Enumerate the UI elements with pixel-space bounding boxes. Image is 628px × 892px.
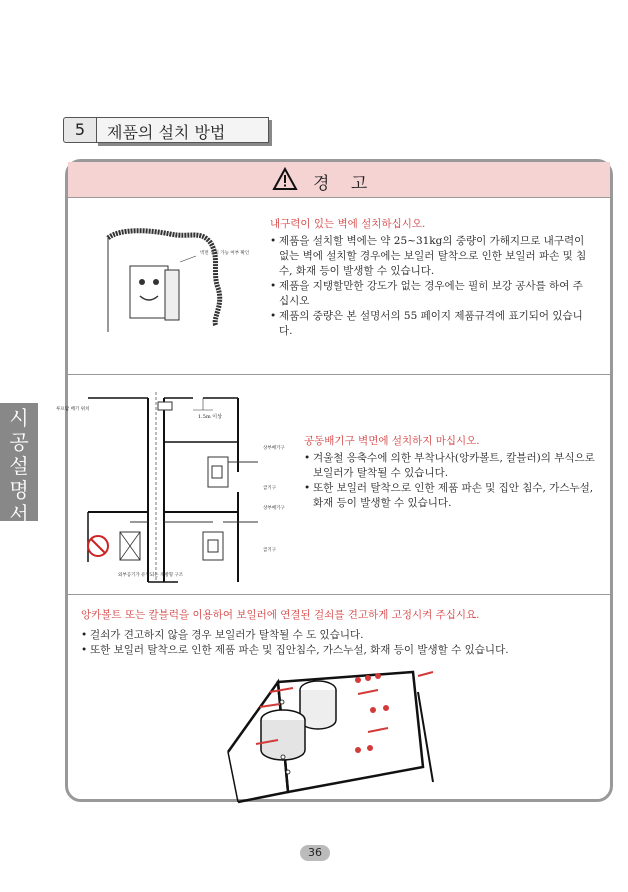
boiler-mount-illustration: [208, 662, 433, 802]
part2-list: [304, 451, 599, 511]
warning-box: [56, 159, 613, 802]
part1-text: [270, 217, 592, 339]
part2-text: [304, 434, 599, 511]
diagram-label-exhaust-1: 상부배기구: [263, 446, 285, 451]
page-number: 36: [300, 845, 330, 861]
part1-item: • 제품을 지탱할만한 강도가 없는 경우에는 필히 보강 공사를 하여 주십시오: [270, 279, 592, 309]
diagram-label-intake-1: 급기구: [263, 486, 277, 491]
warning-header: [68, 162, 610, 198]
diagram-label-top-left: 루프탑 배기 위치: [56, 407, 90, 412]
part3-item: • 또한 보일러 탈착으로 인한 제품 파손 및 집안침수, 가스누설, 화재 등이 발생할 수 있습니다.: [81, 643, 601, 658]
wall-illustration: [100, 222, 230, 332]
section-title: 제품의 설치 방법: [107, 123, 226, 142]
part1-list: [270, 234, 592, 339]
section-divider: [68, 594, 610, 595]
section-number: 5: [63, 117, 97, 143]
side-tab: [0, 403, 38, 526]
part2-item: • 또한 보일러 탈착으로 인한 제품 파손 및 집안 침수, 가스누설, 화재 등이 발생할 수 있습니다.: [304, 481, 599, 511]
part2-heading: 공동배기구 벽면에 설치하지 마십시오.: [304, 435, 480, 447]
part3-text: [81, 608, 601, 658]
diagram-dimension-label: 1.5m 이상: [198, 414, 222, 420]
section-divider: [68, 374, 610, 375]
part3-list: [81, 628, 601, 658]
part3-heading: 앙카볼트 또는 칼블럭을 이용하여 보일러에 연결된 걸쇠를 견고하게 고정시켜 주십시요.: [81, 609, 480, 621]
diagram-label-exhaust-2: 상부배기구: [263, 506, 285, 511]
section-heading: [63, 117, 271, 143]
part3-item: • 걸쇠가 견고하지 않을 경우 보일러가 탈착될 수 도 있습니다.: [81, 628, 601, 643]
diagram-label-bottom: 외부공기가 유입되는 개방형 구조: [118, 573, 184, 578]
part1-item: • 제품을 설치할 벽에는 약 25~31kg의 중량이 가해지므로 내구력이 없는 벽에 설치할 경우에는 보일러 탈착으로 인한 보일러 파손 및 침수, 화재 등이 발생할 수 있습니다.: [270, 234, 592, 279]
wall-diagram-label: 벽면 설치 가능 여부 확인: [200, 251, 250, 256]
side-tab-label: 시공설명서: [9, 406, 29, 526]
warning-title: 경 고: [313, 174, 376, 194]
diagram-label-intake-2: 급기구: [263, 548, 277, 553]
part1-heading: 내구력이 있는 벽에 설치하십시오.: [270, 218, 426, 230]
warning-triangle-icon: [273, 168, 297, 190]
part1-item: • 제품의 중량은 본 설명서의 55 페이지 제품규격에 표기되어 있습니다.: [270, 309, 592, 339]
part2-item: • 겨울철 응축수에 의한 부착나사(앙카볼트, 칼블러)의 부식으로 보일러가 탈착될 수 있습니다.: [304, 451, 599, 481]
